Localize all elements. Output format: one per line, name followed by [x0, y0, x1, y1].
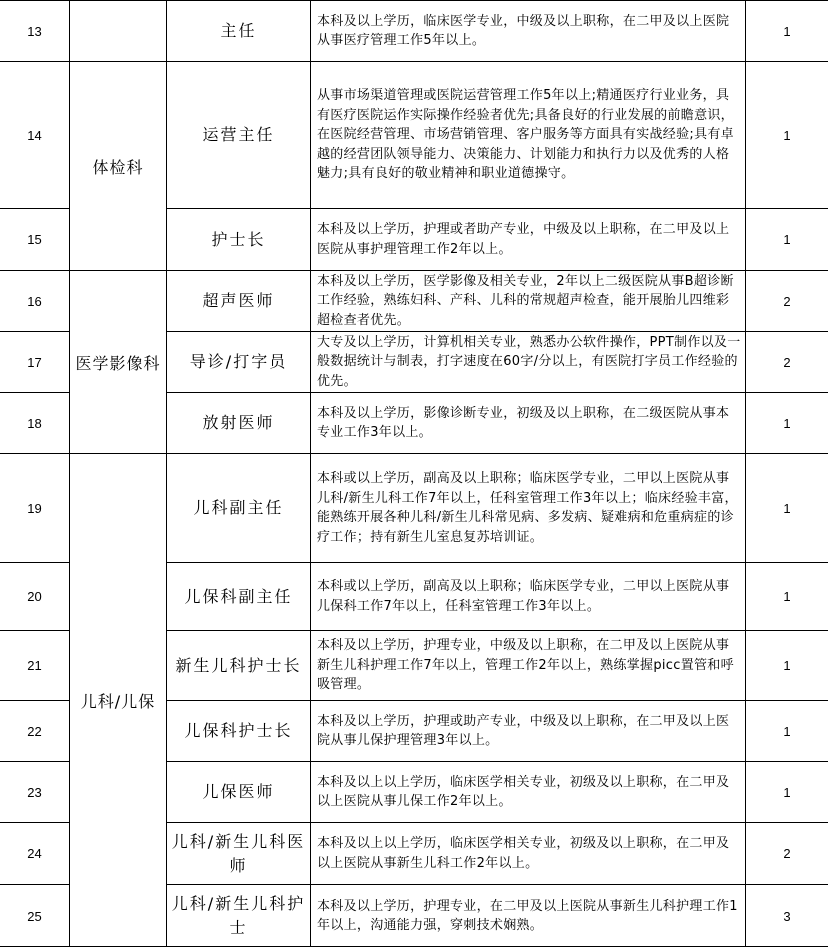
position-requirement: [311, 332, 745, 392]
hire-count: [746, 631, 828, 700]
position-name: [167, 762, 310, 822]
row-number: [0, 62, 69, 208]
position-name-text: 儿科/新生儿科医师: [171, 831, 306, 875]
position-requirement: [311, 631, 745, 700]
row-number: [0, 271, 69, 331]
position-requirement: [311, 823, 745, 884]
position-name: [167, 563, 310, 630]
position-name-text: 护士长: [211, 229, 266, 249]
hire-count-text: 1: [783, 589, 791, 604]
row-number: [0, 631, 69, 700]
position-name: [167, 454, 310, 562]
row-number: [0, 563, 69, 630]
position-name: [167, 332, 310, 392]
row-number-text: 22: [27, 723, 42, 739]
position-requirement: [311, 762, 745, 822]
hire-count: [746, 332, 828, 392]
position-name: [167, 885, 310, 947]
position-requirement-text: 本科及以上以上学历，临床医学相关专业，初级及以上职称，在二甲及以上医院从事儿保工作2年以上。: [317, 774, 730, 809]
department-name: [70, 454, 166, 947]
hire-count: [746, 454, 828, 562]
hire-count-text: 2: [783, 354, 791, 370]
hire-count-text: 2: [783, 293, 791, 309]
row-number: [0, 762, 69, 822]
position-requirement-text: 本科及以上学历，临床医学专业，中级及以上职称，在二甲及以上医院从事医疗管理工作5年以上。: [317, 13, 730, 48]
hire-count: [746, 762, 828, 822]
position-name: [167, 209, 310, 270]
hire-count-text: 1: [783, 784, 791, 800]
row-number-text: 18: [27, 415, 42, 431]
row-number-text: 15: [27, 232, 42, 247]
row-number-text: 25: [27, 908, 42, 924]
position-name: [167, 701, 310, 761]
position-name-text: 导诊/打字员: [189, 352, 288, 371]
department-name-text: 体检科: [92, 157, 144, 177]
position-name-text: 超声医师: [202, 291, 275, 310]
position-requirement: [311, 271, 745, 331]
row-number-text: 17: [27, 354, 42, 370]
row-number-text: 13: [27, 23, 42, 39]
hire-count: [746, 823, 828, 884]
position-name: [167, 631, 310, 700]
hire-count: [746, 209, 828, 270]
position-name-text: 儿科副主任: [193, 498, 284, 517]
row-number: [0, 332, 69, 392]
position-requirement-text: 本科及以上学历，影像诊断专业，初级及以上职称，在二级医院从事本专业工作3年以上。: [317, 405, 730, 440]
row-number-text: 14: [27, 127, 42, 143]
position-name-text: 新生儿科护士长: [175, 655, 302, 675]
hire-count-text: 1: [783, 232, 791, 247]
row-number: [0, 209, 69, 270]
position-requirement: [311, 209, 745, 270]
hire-count-text: 1: [783, 723, 791, 739]
row-number-text: 24: [27, 846, 42, 861]
position-requirement: [311, 701, 745, 761]
row-number: [0, 393, 69, 453]
hire-count: [746, 62, 828, 208]
position-name: [167, 271, 310, 331]
hire-count-text: 1: [783, 658, 791, 673]
hire-count-text: 1: [783, 415, 791, 431]
row-number-text: 21: [27, 658, 42, 673]
hire-count: [746, 563, 828, 630]
department-name: [70, 271, 166, 453]
row-number: [0, 823, 69, 884]
row-number-text: 16: [27, 293, 42, 309]
hire-count-text: 3: [783, 908, 791, 924]
hire-count: [746, 1, 828, 61]
row-number: [0, 1, 69, 61]
position-requirement: [311, 1, 745, 61]
row-number-text: 23: [27, 784, 42, 800]
position-requirement: [311, 62, 745, 208]
position-name-text: 儿保医师: [202, 782, 275, 801]
position-name-text: 放射医师: [202, 413, 275, 432]
position-name-text: 主任: [220, 21, 257, 40]
row-number-text: 20: [27, 589, 42, 604]
department-name-text: 医学影像科: [75, 353, 161, 373]
position-requirement-text: 本科及以上学历，医学影像及相关专业，2年以上二级医院从事B超诊断工作经验，熟练妇科、产科、儿科的常规超声检查，能开展胎儿四维彩超检查者优先。: [317, 273, 734, 328]
position-requirement: [311, 393, 745, 453]
position-name-text: 儿保科副主任: [184, 586, 293, 606]
row-number: [0, 701, 69, 761]
position-requirement-text: 从事市场渠道管理或医院运营管理工作5年以上;精通医疗行业业务，具有医疗医院运作实际操作经验者优先;具备良好的行业发展的前瞻意识，在医院经营管理、市场营销管理、客户服务等方面具有实战经验;具有卓越的经营团队领导能力、决策能力、计划能力和执行力以及优秀的人格魅力;具有良好的敬业精神和职业道德操守。: [317, 88, 734, 182]
position-name-text: 运营主任: [202, 125, 275, 144]
position-name: [167, 1, 310, 61]
position-requirement-text: 本科及以上以上学历，临床医学相关专业，初级及以上职称，在二甲及以上医院从事新生儿科工作2年以上。: [317, 836, 730, 871]
position-name: [167, 823, 310, 884]
position-requirement-text: 大专及以上学历，计算机相关专业，熟悉办公软件操作，PPT制作以及一般数据统计与制表，打字速度在60字/分以上，有医院打字员工作经验的优先。: [317, 334, 741, 389]
hire-count: [746, 393, 828, 453]
position-name: [167, 62, 310, 208]
position-requirement: [311, 454, 745, 562]
position-requirement-text: 本科及以上学历，护理或者助产专业，中级及以上职称，在二甲及以上医院从事护理管理工作2年以上。: [317, 222, 730, 257]
position-requirement-text: 本科或以上学历，副高及以上职称；临床医学专业，二甲以上医院从事儿保科工作7年以上，任科室管理工作3年以上。: [317, 579, 730, 614]
position-requirement: [311, 563, 745, 630]
position-requirement-text: 本科及以上学历，护理专业，在二甲及以上医院从事新生儿科护理工作1年以上，沟通能力强，穿刺技术娴熟。: [317, 898, 738, 933]
hire-count-text: 1: [783, 500, 791, 516]
department-name-text: 儿科/儿保: [80, 692, 156, 711]
department-name: [70, 62, 166, 270]
position-requirement-text: 本科或以上学历，副高及以上职称；临床医学专业，二甲以上医院从事儿科/新生儿科工作7年以上，任科室管理工作3年以上；临床经验丰富，能熟练开展各种儿科/新生儿科常见病、多发病、疑难病和危重病症的诊疗工作；持有新生儿室息复苏培训证。: [317, 471, 738, 545]
hire-count: [746, 271, 828, 331]
hire-count-text: 1: [783, 23, 791, 39]
row-number: [0, 454, 69, 562]
position-name-text: 儿科/新生儿科护士: [171, 894, 306, 937]
position-requirement-text: 本科及以上学历，护理或助产专业，中级及以上职称，在二甲及以上医院从事儿保护理管理3年以上。: [317, 713, 730, 748]
position-name: [167, 393, 310, 453]
row-number: [0, 885, 69, 947]
position-requirement-text: 本科及以上学历，护理专业，中级及以上职称，在二甲及以上医院从事新生儿科护理工作7年以上，管理工作2年以上，熟练掌握picc置管和呼吸管理。: [317, 638, 734, 693]
hire-count: [746, 701, 828, 761]
position-requirement: [311, 885, 745, 947]
position-name-text: 儿保科护士长: [184, 721, 293, 740]
row-number-text: 19: [27, 500, 42, 516]
hire-count-text: 2: [783, 846, 791, 861]
hire-count: [746, 885, 828, 947]
hire-count-text: 1: [783, 127, 791, 143]
